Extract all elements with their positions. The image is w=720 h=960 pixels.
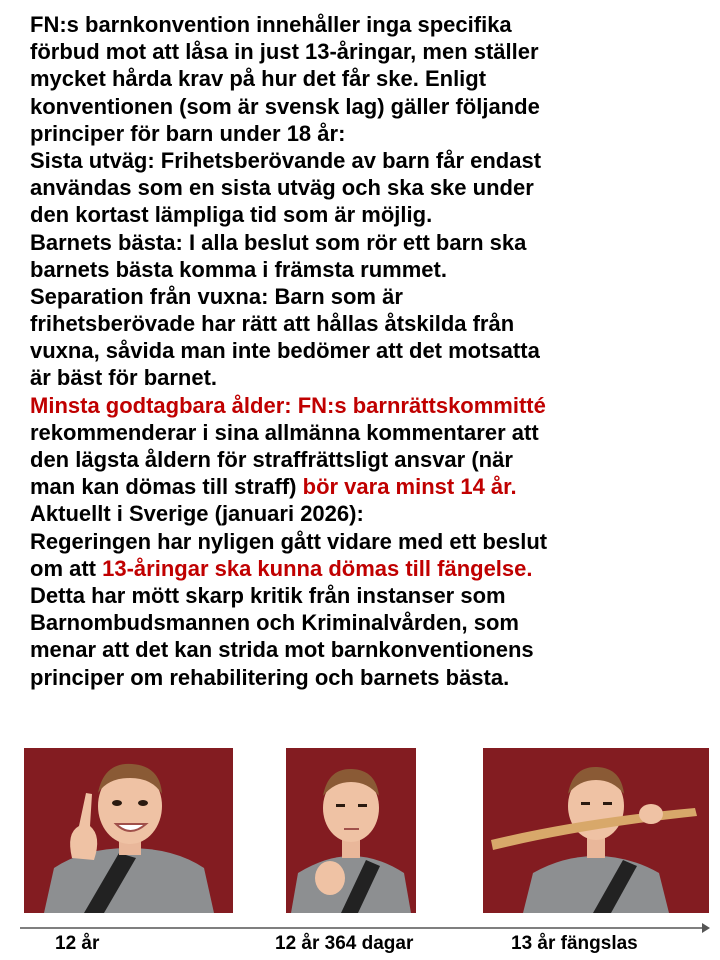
principle-last-resort-line: användas som en sista utväg och ska ske under xyxy=(30,175,534,201)
principle-minimum-age-line: rekommenderar i sina allmänna kommentarer att xyxy=(30,419,539,445)
principle-last-resort-line: den kortast lämpliga tid som är möjlig. xyxy=(30,202,433,228)
intro-line: förbud mot att låsa in just 13-åringar, men ställer xyxy=(30,39,539,65)
current-line: Regeringen har nyligen gått vidare med ett beslut xyxy=(30,528,548,554)
principle-separation-line: Separation från vuxna: Barn som är xyxy=(30,283,403,309)
current-line: principer om rehabilitering och barnets bästa. xyxy=(30,664,510,690)
intro-line: konventionen (som är svensk lag) gäller följande xyxy=(30,93,540,119)
photo-boy-smiling xyxy=(24,748,233,913)
principle-minimum-age-line: den lägsta åldern för straffrättsligt ansvar (när xyxy=(30,447,513,472)
principle-separation-line: vuxna, såvida man inte bedömer att det motsatta xyxy=(30,338,540,364)
current-line xyxy=(30,555,715,582)
minimum-age-highlight: bör vara minst 14 år. xyxy=(302,474,517,500)
intro-line: principer för barn under 18 år: xyxy=(30,120,346,146)
minimum-age-text: man kan dömas till straff) xyxy=(30,474,303,500)
photo-boy-bat xyxy=(483,748,709,913)
intro-line: FN:s barnkonvention innehåller inga specifika xyxy=(30,12,512,37)
principle-best-interest-line: barnets bästa komma i främsta rummet. xyxy=(30,256,447,282)
principle-separation-line: frihetsberövade har rätt att hållas åtskilda från xyxy=(30,311,515,337)
current-line: Barnombudsmannen och Kriminalvården, som xyxy=(30,610,519,636)
current-text: om att xyxy=(30,555,103,581)
photo-boy-fist xyxy=(286,748,416,913)
timeline-label-12-364: 12 år 364 dagar xyxy=(275,933,414,954)
prison-decision-highlight: 13-åringar ska kunna dömas till fängelse. xyxy=(102,555,533,581)
article-text xyxy=(30,11,715,691)
principle-separation-line: är bäst för barnet. xyxy=(30,365,218,391)
principle-minimum-age-line xyxy=(30,473,715,500)
current-line: Detta har mött skarp kritik från instanser som xyxy=(30,582,506,608)
current-line: menar att det kan strida mot barnkonventionens xyxy=(30,637,534,663)
principle-last-resort-line: Sista utväg: Frihetsberövande av barn får endast xyxy=(30,147,542,173)
intro-line: mycket hårda krav på hur det får ske. Enligt xyxy=(30,66,487,92)
principle-minimum-age-heading: Minsta godtagbara ålder: FN:s barnrättskommitté xyxy=(30,392,546,418)
timeline-label-12: 12 år xyxy=(55,933,100,954)
principle-best-interest-line: Barnets bästa: I alla beslut som rör ett barn ska xyxy=(30,229,527,255)
timeline-label-13: 13 år fängslas xyxy=(511,933,638,954)
current-heading: Aktuellt i Sverige (januari 2026): xyxy=(30,501,364,527)
